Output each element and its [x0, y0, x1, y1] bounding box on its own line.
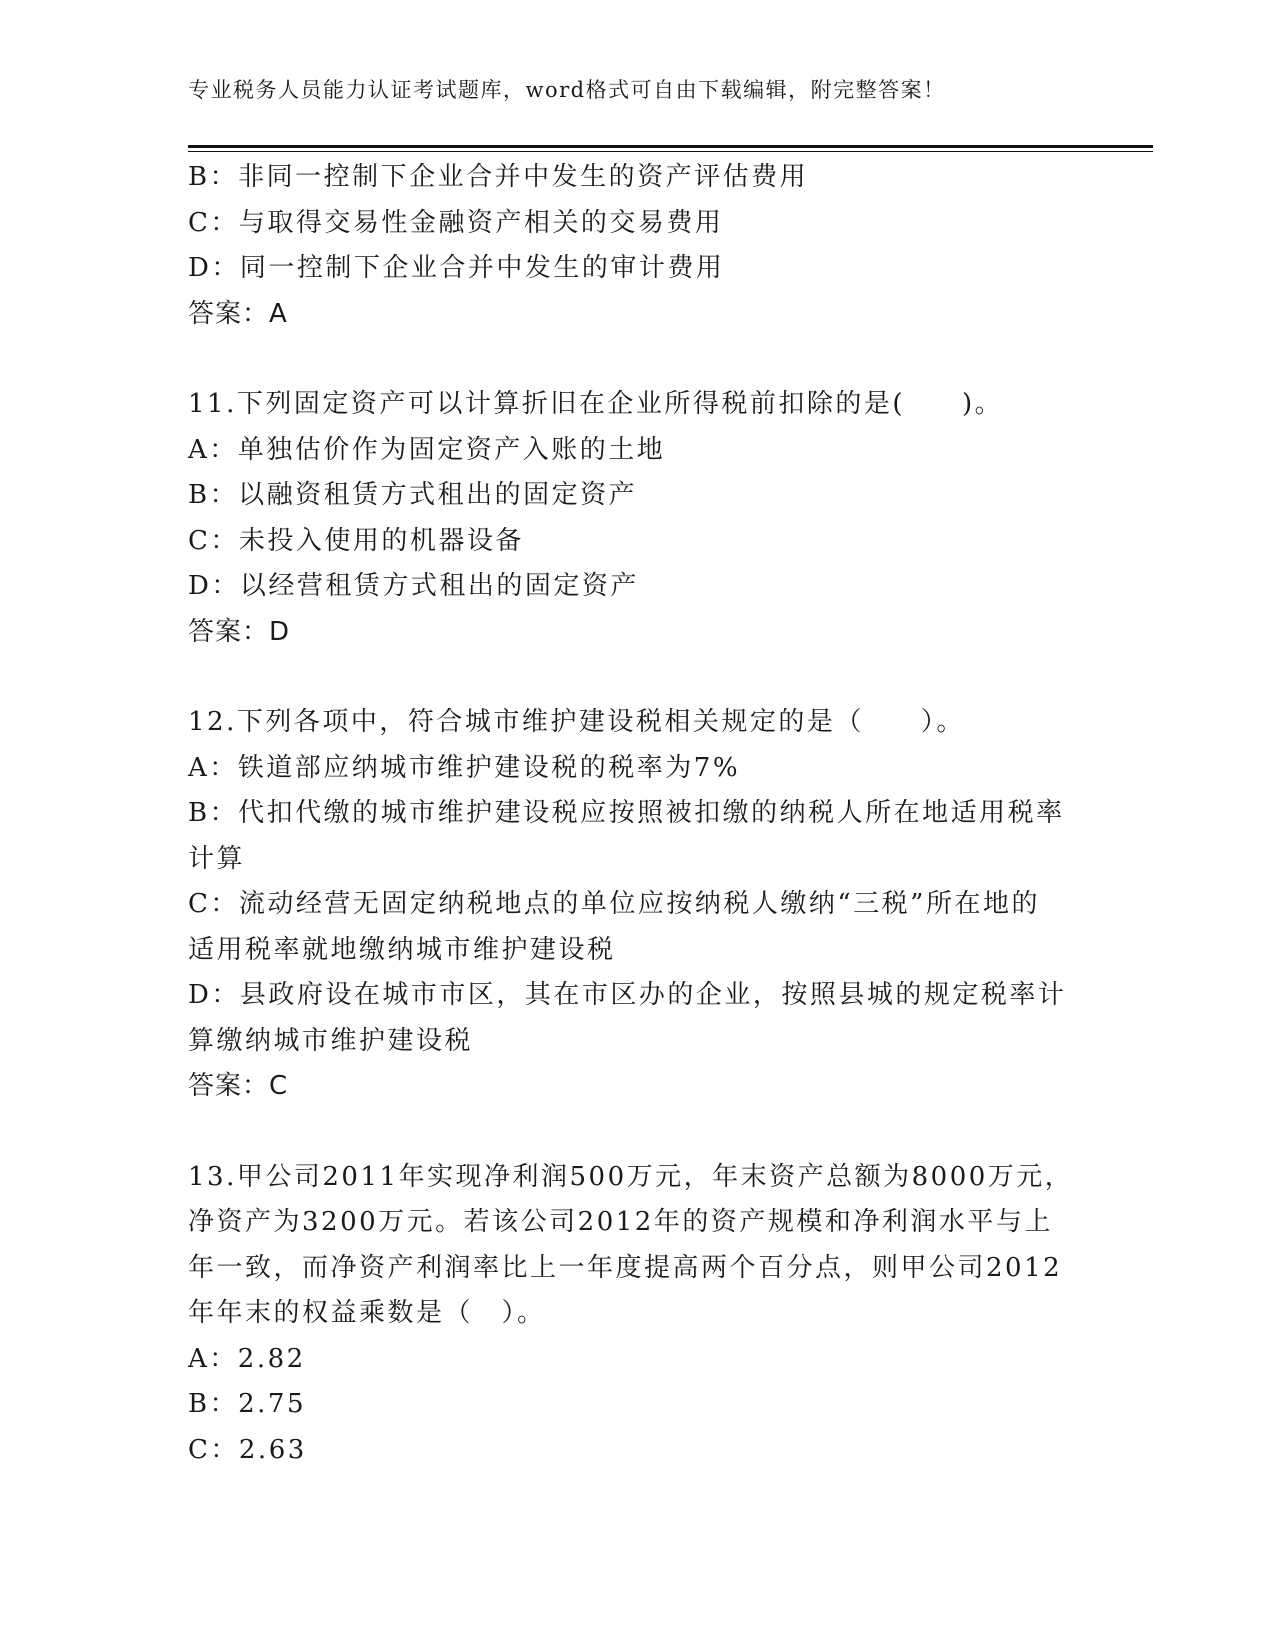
header-rule-thick [188, 145, 1153, 148]
option-d: D：同一控制下企业合并中发生的审计费用 [188, 253, 725, 283]
question-11 [188, 382, 1088, 655]
option-c-cont: 适用税率就地缴纳城市维护建设税 [188, 934, 616, 965]
answer-line: 答案：A [188, 298, 288, 329]
option-c: C：2.63 [188, 1434, 307, 1465]
option-c: C：未投入使用的机器设备 [188, 525, 524, 556]
question-stem-line-1: 13.甲公司2011年实现净利润500万元，年末资产总额为8000万元， [188, 1161, 1074, 1192]
option-d: D：以经营租赁方式租出的固定资产 [188, 571, 639, 601]
option-c: C：与取得交易性金融资产相关的交易费用 [188, 207, 724, 238]
option-b: B：代扣代缴的城市维护建设税应按照被扣缴的纳税人所在地适用税率 [188, 798, 1065, 828]
question-12 [188, 700, 1088, 1110]
option-d: D：县政府设在城市市区，其在市区办的企业，按照县城的规定税率计 [188, 980, 1067, 1010]
question-stem: 11.下列固定资产可以计算折旧在企业所得税前扣除的是( )。 [188, 389, 1004, 419]
option-c: C：流动经营无固定纳税地点的单位应按纳税人缴纳“三税”所在地的 [188, 889, 1040, 919]
header-rule-thin [188, 151, 1153, 152]
option-b: B：非同一控制下企业合并中发生的资产评估费用 [188, 162, 809, 192]
option-b: B：2.75 [188, 1389, 306, 1419]
option-b-cont: 计算 [188, 843, 246, 874]
prev-question-options [188, 155, 1088, 292]
option-d-cont: 算缴纳城市维护建设税 [188, 1025, 474, 1056]
question-stem-line-2: 净资产为3200万元。若该公司2012年的资产规模和净利润水平与上 [188, 1207, 1053, 1237]
answer-line: 答案：C [188, 1071, 289, 1101]
question-stem: 12.下列各项中，符合城市维护建设税相关规定的是（ ）。 [188, 707, 965, 737]
document-body [188, 155, 1088, 1473]
question-13 [188, 1155, 1088, 1474]
question-stem-line-4: 年年末的权益乘数是（ ）。 [188, 1298, 546, 1328]
answer-line: 答案：D [188, 616, 291, 647]
option-b: B：以融资租赁方式租出的固定资产 [188, 480, 638, 510]
question-stem-line-3: 年一致，而净资产利润率比上一年度提高两个百分点，则甲公司2012 [188, 1252, 1063, 1283]
page-header: 专业税务人员能力认证考试题库，word格式可自由下载编辑，附完整答案！ [188, 78, 946, 102]
option-a: A：2.82 [188, 1343, 306, 1374]
option-a: A：单独估价作为固定资产入账的土地 [188, 434, 666, 465]
option-a: A：铁道部应纳城市维护建设税的税率为7% [188, 752, 741, 783]
